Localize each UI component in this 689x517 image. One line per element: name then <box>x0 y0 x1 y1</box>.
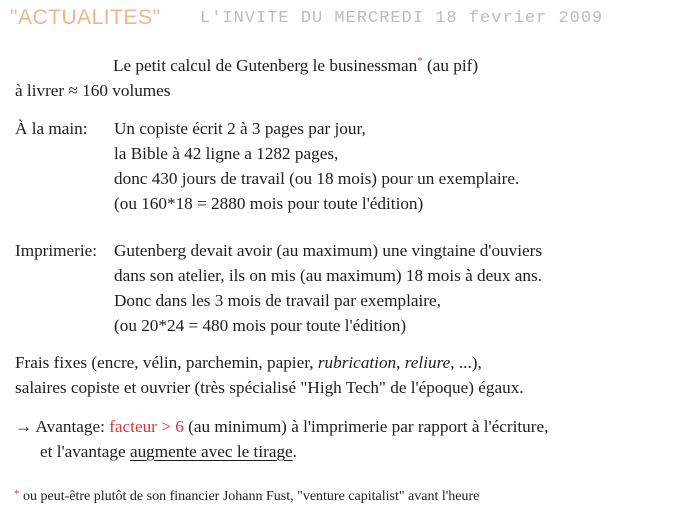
header-actualites: "ACTUALITES" <box>10 6 161 29</box>
intro-title-footnote-mark: * <box>417 55 423 67</box>
footnote <box>14 489 479 505</box>
advantage-underlined: augmente avec le tirage <box>129 442 293 461</box>
footnote-mark: * <box>14 488 20 500</box>
hand-line-4: (ou 160*18 = 2880 mois pour toute l'édition) <box>114 194 424 213</box>
press-line-4: (ou 20*24 = 480 mois pour toute l'édition) <box>114 316 407 335</box>
hand-label: À la main: <box>15 119 88 138</box>
press-line-3: Donc dans les 3 mois de travail par exemplaire, <box>114 291 441 310</box>
footnote-text: ou peut-être plutôt de son financier Johann Fust, "venture capitalist" avant l'heure <box>19 489 480 504</box>
hand-line-1: Un copiste écrit 2 à 3 pages par jour, <box>114 119 366 138</box>
press-label: Imprimerie: <box>15 241 98 260</box>
costs-line-2: salaires copiste et ouvrier (très spécialisé "High Tech" de l'époque) égaux. <box>15 378 524 397</box>
intro-title-suffix: (au pif) <box>422 56 479 75</box>
costs-reliure: reliure <box>404 353 451 372</box>
advantage-rest: (au minimum) à l'imprimerie par rapport à l'écriture, <box>183 417 549 436</box>
advantage-line-1 <box>15 417 548 437</box>
hand-line-3: donc 430 jours de travail (ou 18 mois) pour un exemplaire. <box>114 169 520 188</box>
header-invite-date: L'INVITE DU MERCREDI 18 fevrier 2009 <box>200 9 604 28</box>
intro-title <box>113 56 478 76</box>
advantage-line-2-start: et l'avantage <box>40 442 130 461</box>
costs-sep: , <box>396 353 405 372</box>
intro-title-text: Le petit calcul de Gutenberg le businessman <box>113 56 418 75</box>
costs-line-1 <box>15 353 482 373</box>
costs-line-1-start: Frais fixes (encre, vélin, parchemin, papier, <box>15 353 318 372</box>
arrow-icon: → <box>15 417 33 436</box>
press-line-2: dans son atelier, ils on mis (au maximum) 18 mois à deux ans. <box>114 266 542 285</box>
advantage-label: Avantage: <box>35 417 110 436</box>
hand-line-2: la Bible à 42 ligne a 1282 pages, <box>114 144 339 163</box>
press-line-1: Gutenberg devait avoir (au maximum) une vingtaine d'ouviers <box>114 241 543 260</box>
costs-line-1-end: , ...), <box>450 353 482 372</box>
advantage-line-2 <box>40 442 297 462</box>
intro-delivery: à livrer ≈ 160 volumes <box>15 81 171 100</box>
advantage-factor: facteur > 6 <box>109 417 184 436</box>
advantage-line-2-end: . <box>292 442 297 461</box>
costs-rubrication: rubrication <box>317 353 397 372</box>
